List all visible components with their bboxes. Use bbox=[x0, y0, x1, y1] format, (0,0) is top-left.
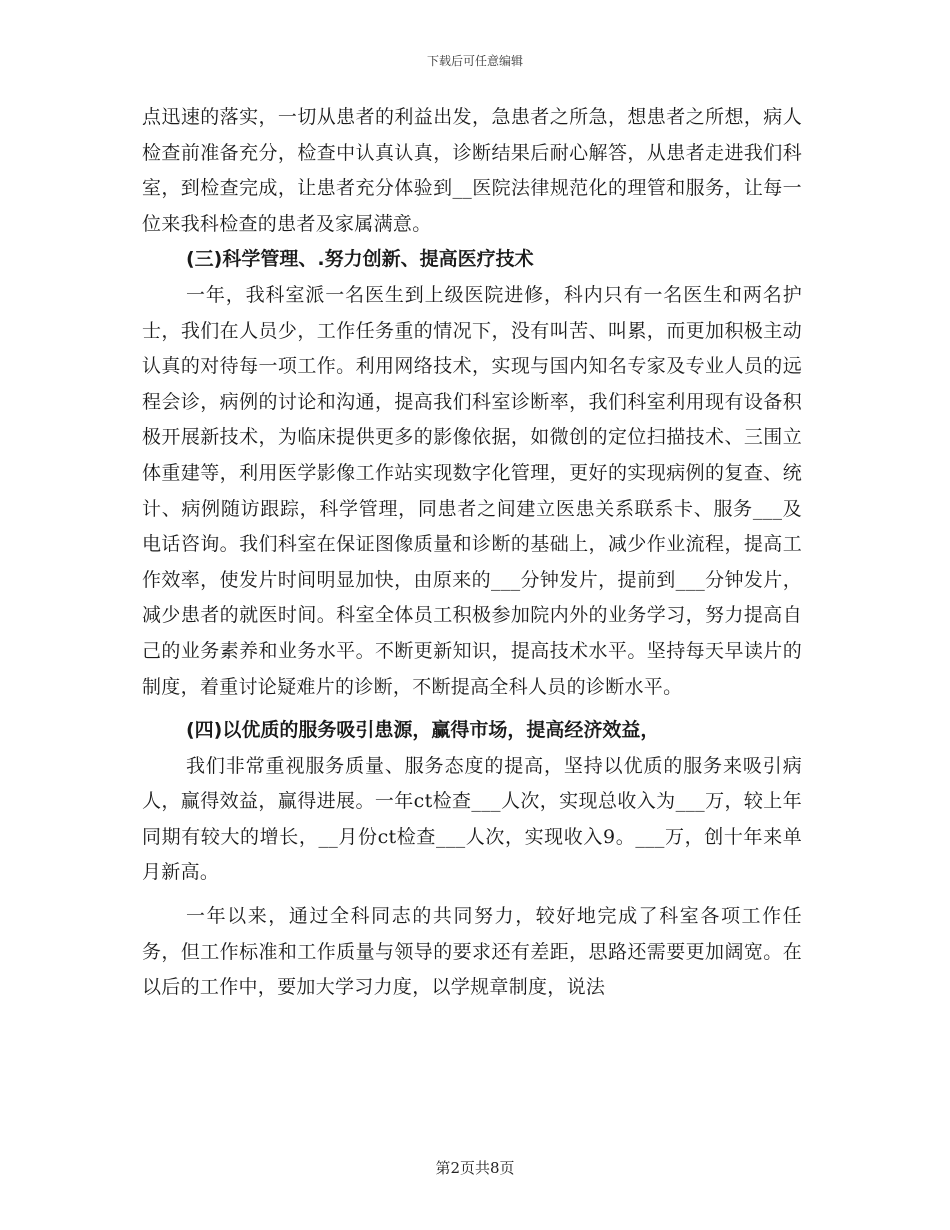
document-body bbox=[142, 100, 802, 1006]
paragraph-2: 一年，我科室派一名医生到上级医院进修，科内只有一名医生和两名护士，我们在人员少，工作任务重的情况下，没有叫苦、叫累，而更加积极主动认真的对待每一项工作。利用网络技术，实现与国内知名专家及专业人员的远程会诊，病例的讨论和沟通，提高我们科室诊断率，我们科室利用现有设备积极开展新技术，为临床提供更多的影像依据，如微创的定位扫描技术、三围立体重建等，利用医学影像工作站实现数字化管理，更好的实现病例的复查、统计、病例随访跟踪，科学管理，同患者之间建立医患关系联系卡、服务___及电话咨询。我们科室在保证图像质量和诊断的基础上，减少作业流程，提高工作效率，使发片时间明显加快，由原来的___分钟发片，提前到___分钟发片，减少患者的就医时间。科室全体员工积极参加院内外的业务学习，努力提高自己的业务素养和业务水平。不断更新知识，提高技术水平。坚持每天早读片的制度，着重讨论疑难片的诊断，不断提高全科人员的诊断水平。 bbox=[142, 283, 802, 698]
paragraph-1: 点迅速的落实，一切从患者的利益出发，急患者之所急，想患者之所想，病人检查前准备充分，检查中认真认真，诊断结果后耐心解答，从患者走进我们科室，到检查完成，让患者充分体验到__医院法律规范化的理管和服务，让每一位来我科检查的患者及家属满意。 bbox=[142, 106, 802, 235]
section-heading-3: (三)科学管理、.努力创新、提高医疗技术 bbox=[186, 248, 534, 271]
page-header: 下载后可任意编辑 bbox=[426, 54, 523, 68]
paragraph-3: 我们非常重视服务质量、服务态度的提高，坚持以优质的服务来吸引病人，赢得效益，赢得进展。一年ct检查___人次，实现总收入为___万，较上年同期有较大的增长，__月份ct检查___人次，实现收入9。___万，创十年来单月新高。 bbox=[142, 754, 802, 884]
section-heading-4: (四)以优质的服务吸引患源，赢得市场，提高经济效益， bbox=[186, 719, 660, 742]
page-footer: 第2页共8页 bbox=[435, 1159, 515, 1177]
paragraph-4: 一年以来，通过全科同志的共同努力，较好地完成了科室各项工作任务，但工作标准和工作质量与领导的要求还有差距，思路还需要更加阔宽。在以后的工作中，要加大学习力度，以学规章制度，说法 bbox=[142, 905, 802, 999]
